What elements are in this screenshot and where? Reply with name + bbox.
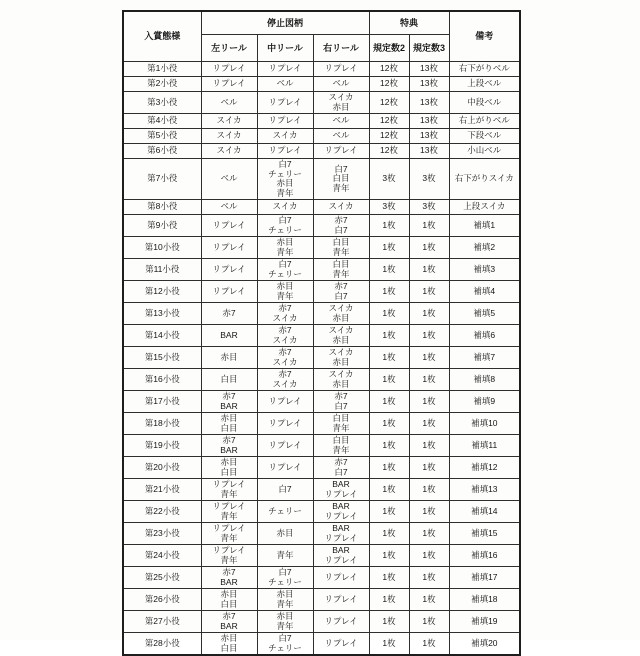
table-row <box>123 413 520 435</box>
cell-left-reel: リプレイ <box>201 62 257 77</box>
cell-qty3: 1枚 <box>409 545 449 567</box>
cell-remark: 補填2 <box>449 237 520 259</box>
cell-remark: 中段ベル <box>449 92 520 114</box>
cell-qty3: 1枚 <box>409 435 449 457</box>
table-row <box>123 237 520 259</box>
table-row <box>123 77 520 92</box>
cell-middle-reel: リプレイ <box>257 144 313 159</box>
cell-left-reel: 赤7 <box>201 303 257 325</box>
cell-qty3: 1枚 <box>409 523 449 545</box>
cell-right-reel: スイカ 赤目 <box>313 325 369 347</box>
cell-middle-reel: スイカ <box>257 200 313 215</box>
cell-qty2: 12枚 <box>369 144 409 159</box>
table-row <box>123 457 520 479</box>
cell-remark: 補填18 <box>449 589 520 611</box>
cell-middle-reel: 白7 チェリー <box>257 215 313 237</box>
table-row <box>123 523 520 545</box>
cell-middle-reel: 赤目 青年 <box>257 611 313 633</box>
cell-qty3: 13枚 <box>409 77 449 92</box>
cell-left-reel: リプレイ 青年 <box>201 523 257 545</box>
cell-right-reel: リプレイ <box>313 144 369 159</box>
cell-right-reel: 赤7 白7 <box>313 391 369 413</box>
cell-left-reel: ベル <box>201 159 257 200</box>
cell-qty2: 1枚 <box>369 457 409 479</box>
cell-qty3: 1枚 <box>409 281 449 303</box>
cell-left-reel: ベル <box>201 92 257 114</box>
cell-qty3: 1枚 <box>409 633 449 656</box>
cell-right-reel: 白7 白目 青年 <box>313 159 369 200</box>
cell-qty2: 1枚 <box>369 611 409 633</box>
cell-remark: 補填4 <box>449 281 520 303</box>
cell-remark: 補填12 <box>449 457 520 479</box>
cell-left-reel: 赤目 白目 <box>201 413 257 435</box>
table-row <box>123 303 520 325</box>
cell-right-reel: BAR リプレイ <box>313 545 369 567</box>
cell-qty2: 3枚 <box>369 159 409 200</box>
cell-right-reel: リプレイ <box>313 633 369 656</box>
cell-right-reel: 赤7 白7 <box>313 457 369 479</box>
cell-middle-reel: リプレイ <box>257 435 313 457</box>
cell-qty3: 1枚 <box>409 589 449 611</box>
cell-remark: 補填3 <box>449 259 520 281</box>
cell-entry: 第26小役 <box>123 589 201 611</box>
cell-entry: 第8小役 <box>123 200 201 215</box>
cell-left-reel: リプレイ <box>201 215 257 237</box>
cell-entry: 第25小役 <box>123 567 201 589</box>
cell-entry: 第27小役 <box>123 611 201 633</box>
cell-middle-reel: 赤目 青年 <box>257 281 313 303</box>
cell-middle-reel: 白7 チェリー <box>257 633 313 656</box>
cell-middle-reel: 赤7 スイカ <box>257 369 313 391</box>
cell-right-reel: スイカ 赤目 <box>313 347 369 369</box>
cell-remark: 補填15 <box>449 523 520 545</box>
cell-qty3: 1枚 <box>409 215 449 237</box>
cell-remark: 補填13 <box>449 479 520 501</box>
cell-qty3: 1枚 <box>409 325 449 347</box>
cell-right-reel: ベル <box>313 114 369 129</box>
header-qty2: 規定数2 <box>369 35 409 62</box>
cell-qty2: 1枚 <box>369 545 409 567</box>
cell-entry: 第7小役 <box>123 159 201 200</box>
cell-entry: 第28小役 <box>123 633 201 656</box>
header-remarks: 備考 <box>449 11 520 62</box>
cell-right-reel: スイカ <box>313 200 369 215</box>
cell-qty2: 12枚 <box>369 114 409 129</box>
cell-qty3: 1枚 <box>409 567 449 589</box>
cell-qty3: 1枚 <box>409 413 449 435</box>
table-row <box>123 200 520 215</box>
cell-qty3: 1枚 <box>409 303 449 325</box>
cell-remark: 補填8 <box>449 369 520 391</box>
cell-middle-reel: リプレイ <box>257 457 313 479</box>
cell-entry: 第1小役 <box>123 62 201 77</box>
cell-right-reel: 赤7 白7 <box>313 215 369 237</box>
cell-qty2: 1枚 <box>369 215 409 237</box>
cell-remark: 補填10 <box>449 413 520 435</box>
cell-left-reel: 赤目 <box>201 347 257 369</box>
cell-qty2: 12枚 <box>369 62 409 77</box>
cell-qty2: 12枚 <box>369 92 409 114</box>
cell-qty3: 1枚 <box>409 391 449 413</box>
table-row <box>123 347 520 369</box>
cell-middle-reel: ベル <box>257 77 313 92</box>
cell-qty2: 12枚 <box>369 129 409 144</box>
cell-entry: 第22小役 <box>123 501 201 523</box>
cell-qty3: 1枚 <box>409 457 449 479</box>
cell-entry: 第10小役 <box>123 237 201 259</box>
cell-left-reel: リプレイ 青年 <box>201 501 257 523</box>
cell-right-reel: スイカ 赤目 <box>313 369 369 391</box>
table-row <box>123 611 520 633</box>
cell-right-reel: 白目 青年 <box>313 413 369 435</box>
cell-remark: 補填19 <box>449 611 520 633</box>
cell-entry: 第15小役 <box>123 347 201 369</box>
cell-qty3: 3枚 <box>409 200 449 215</box>
cell-qty2: 1枚 <box>369 479 409 501</box>
table-row <box>123 114 520 129</box>
cell-qty3: 13枚 <box>409 114 449 129</box>
cell-entry: 第14小役 <box>123 325 201 347</box>
cell-entry: 第24小役 <box>123 545 201 567</box>
cell-left-reel: 白目 <box>201 369 257 391</box>
cell-right-reel: 白目 青年 <box>313 435 369 457</box>
cell-left-reel: スイカ <box>201 114 257 129</box>
cell-right-reel: BAR リプレイ <box>313 523 369 545</box>
cell-qty3: 13枚 <box>409 62 449 77</box>
cell-qty2: 1枚 <box>369 435 409 457</box>
cell-right-reel: リプレイ <box>313 62 369 77</box>
cell-entry: 第18小役 <box>123 413 201 435</box>
cell-qty3: 13枚 <box>409 129 449 144</box>
table-row <box>123 501 520 523</box>
table-header <box>123 11 520 62</box>
header-stop-symbols: 停止図柄 <box>201 11 369 35</box>
table-row <box>123 159 520 200</box>
cell-left-reel: 赤目 白目 <box>201 633 257 656</box>
payout-table <box>122 10 521 656</box>
cell-middle-reel: リプレイ <box>257 114 313 129</box>
cell-entry: 第5小役 <box>123 129 201 144</box>
table-row <box>123 633 520 656</box>
cell-left-reel: 赤7 BAR <box>201 435 257 457</box>
cell-entry: 第19小役 <box>123 435 201 457</box>
cell-entry: 第17小役 <box>123 391 201 413</box>
cell-left-reel: リプレイ <box>201 281 257 303</box>
cell-remark: 補填14 <box>449 501 520 523</box>
cell-left-reel: BAR <box>201 325 257 347</box>
cell-qty3: 1枚 <box>409 611 449 633</box>
cell-qty2: 1枚 <box>369 369 409 391</box>
cell-qty3: 1枚 <box>409 501 449 523</box>
cell-remark: 右下がりベル <box>449 62 520 77</box>
cell-middle-reel: チェリー <box>257 501 313 523</box>
cell-right-reel: リプレイ <box>313 589 369 611</box>
cell-left-reel: ベル <box>201 200 257 215</box>
cell-left-reel: スイカ <box>201 129 257 144</box>
cell-qty2: 1枚 <box>369 523 409 545</box>
cell-qty3: 3枚 <box>409 159 449 200</box>
cell-remark: 補填16 <box>449 545 520 567</box>
table-row <box>123 144 520 159</box>
cell-middle-reel: 赤7 スイカ <box>257 303 313 325</box>
cell-qty2: 1枚 <box>369 237 409 259</box>
table-row <box>123 92 520 114</box>
cell-entry: 第11小役 <box>123 259 201 281</box>
cell-remark: 小山ベル <box>449 144 520 159</box>
table-row <box>123 479 520 501</box>
cell-remark: 下段ベル <box>449 129 520 144</box>
cell-left-reel: リプレイ <box>201 237 257 259</box>
cell-middle-reel: リプレイ <box>257 92 313 114</box>
cell-left-reel: 赤目 白目 <box>201 457 257 479</box>
cell-middle-reel: リプレイ <box>257 391 313 413</box>
cell-middle-reel: 白7 チェリー <box>257 259 313 281</box>
cell-remark: 補填1 <box>449 215 520 237</box>
cell-remark: 補填5 <box>449 303 520 325</box>
cell-right-reel: ベル <box>313 77 369 92</box>
cell-entry: 第23小役 <box>123 523 201 545</box>
cell-qty3: 1枚 <box>409 347 449 369</box>
cell-remark: 上段ベル <box>449 77 520 92</box>
cell-qty3: 1枚 <box>409 259 449 281</box>
cell-left-reel: リプレイ <box>201 77 257 92</box>
cell-middle-reel: 赤7 スイカ <box>257 347 313 369</box>
header-qty3: 規定数3 <box>409 35 449 62</box>
header-left-reel: 左リール <box>201 35 257 62</box>
cell-right-reel: ベル <box>313 129 369 144</box>
table-row <box>123 129 520 144</box>
table-row <box>123 545 520 567</box>
cell-entry: 第9小役 <box>123 215 201 237</box>
cell-remark: 補填20 <box>449 633 520 656</box>
cell-entry: 第16小役 <box>123 369 201 391</box>
cell-remark: 補填9 <box>449 391 520 413</box>
cell-right-reel: リプレイ <box>313 611 369 633</box>
header-row-1 <box>123 11 520 35</box>
cell-middle-reel: リプレイ <box>257 413 313 435</box>
cell-middle-reel: 赤目 青年 <box>257 589 313 611</box>
header-entry: 入賞態様 <box>123 11 201 62</box>
cell-middle-reel: リプレイ <box>257 62 313 77</box>
cell-qty2: 12枚 <box>369 77 409 92</box>
cell-remark: 右下がりスイカ <box>449 159 520 200</box>
cell-left-reel: 赤目 白目 <box>201 589 257 611</box>
cell-middle-reel: 赤目 青年 <box>257 237 313 259</box>
cell-qty2: 1枚 <box>369 413 409 435</box>
cell-qty3: 13枚 <box>409 144 449 159</box>
cell-middle-reel: 赤7 スイカ <box>257 325 313 347</box>
table-row <box>123 325 520 347</box>
cell-remark: 補填6 <box>449 325 520 347</box>
cell-entry: 第21小役 <box>123 479 201 501</box>
table-row <box>123 62 520 77</box>
cell-qty3: 1枚 <box>409 237 449 259</box>
table-row <box>123 435 520 457</box>
cell-left-reel: スイカ <box>201 144 257 159</box>
cell-qty2: 1枚 <box>369 391 409 413</box>
cell-left-reel: 赤7 BAR <box>201 567 257 589</box>
header-right-reel: 右リール <box>313 35 369 62</box>
cell-qty2: 1枚 <box>369 281 409 303</box>
cell-entry: 第12小役 <box>123 281 201 303</box>
table-row <box>123 589 520 611</box>
cell-qty2: 1枚 <box>369 347 409 369</box>
header-middle-reel: 中リール <box>257 35 313 62</box>
cell-right-reel: 白目 青年 <box>313 259 369 281</box>
cell-middle-reel: 白7 <box>257 479 313 501</box>
cell-left-reel: リプレイ 青年 <box>201 479 257 501</box>
cell-middle-reel: 白7 チェリー 赤目 青年 <box>257 159 313 200</box>
cell-qty2: 3枚 <box>369 200 409 215</box>
cell-middle-reel: 赤目 <box>257 523 313 545</box>
table-row <box>123 259 520 281</box>
table-row <box>123 215 520 237</box>
cell-qty3: 1枚 <box>409 369 449 391</box>
cell-entry: 第3小役 <box>123 92 201 114</box>
cell-qty2: 1枚 <box>369 501 409 523</box>
cell-middle-reel: スイカ <box>257 129 313 144</box>
cell-right-reel: BAR リプレイ <box>313 479 369 501</box>
cell-left-reel: リプレイ <box>201 259 257 281</box>
cell-right-reel: 白目 青年 <box>313 237 369 259</box>
cell-middle-reel: 青年 <box>257 545 313 567</box>
cell-entry: 第20小役 <box>123 457 201 479</box>
cell-qty2: 1枚 <box>369 567 409 589</box>
cell-entry: 第13小役 <box>123 303 201 325</box>
cell-entry: 第6小役 <box>123 144 201 159</box>
cell-left-reel: リプレイ 青年 <box>201 545 257 567</box>
cell-qty3: 1枚 <box>409 479 449 501</box>
table-row <box>123 567 520 589</box>
cell-left-reel: 赤7 BAR <box>201 391 257 413</box>
cell-qty2: 1枚 <box>369 633 409 656</box>
cell-left-reel: 赤7 BAR <box>201 611 257 633</box>
table-row <box>123 281 520 303</box>
cell-qty2: 1枚 <box>369 303 409 325</box>
cell-right-reel: スイカ 赤目 <box>313 92 369 114</box>
header-bonus: 特典 <box>369 11 449 35</box>
cell-remark: 補填11 <box>449 435 520 457</box>
table-body <box>123 62 520 656</box>
cell-remark: 右上がりベル <box>449 114 520 129</box>
cell-right-reel: リプレイ <box>313 567 369 589</box>
cell-right-reel: BAR リプレイ <box>313 501 369 523</box>
cell-right-reel: 赤7 白7 <box>313 281 369 303</box>
table-row <box>123 391 520 413</box>
cell-entry: 第4小役 <box>123 114 201 129</box>
cell-qty2: 1枚 <box>369 259 409 281</box>
cell-qty3: 13枚 <box>409 92 449 114</box>
cell-qty2: 1枚 <box>369 325 409 347</box>
cell-right-reel: スイカ 赤目 <box>313 303 369 325</box>
cell-remark: 上段スイカ <box>449 200 520 215</box>
cell-middle-reel: 白7 チェリー <box>257 567 313 589</box>
cell-qty2: 1枚 <box>369 589 409 611</box>
cell-entry: 第2小役 <box>123 77 201 92</box>
table-row <box>123 369 520 391</box>
cell-remark: 補填7 <box>449 347 520 369</box>
cell-remark: 補填17 <box>449 567 520 589</box>
